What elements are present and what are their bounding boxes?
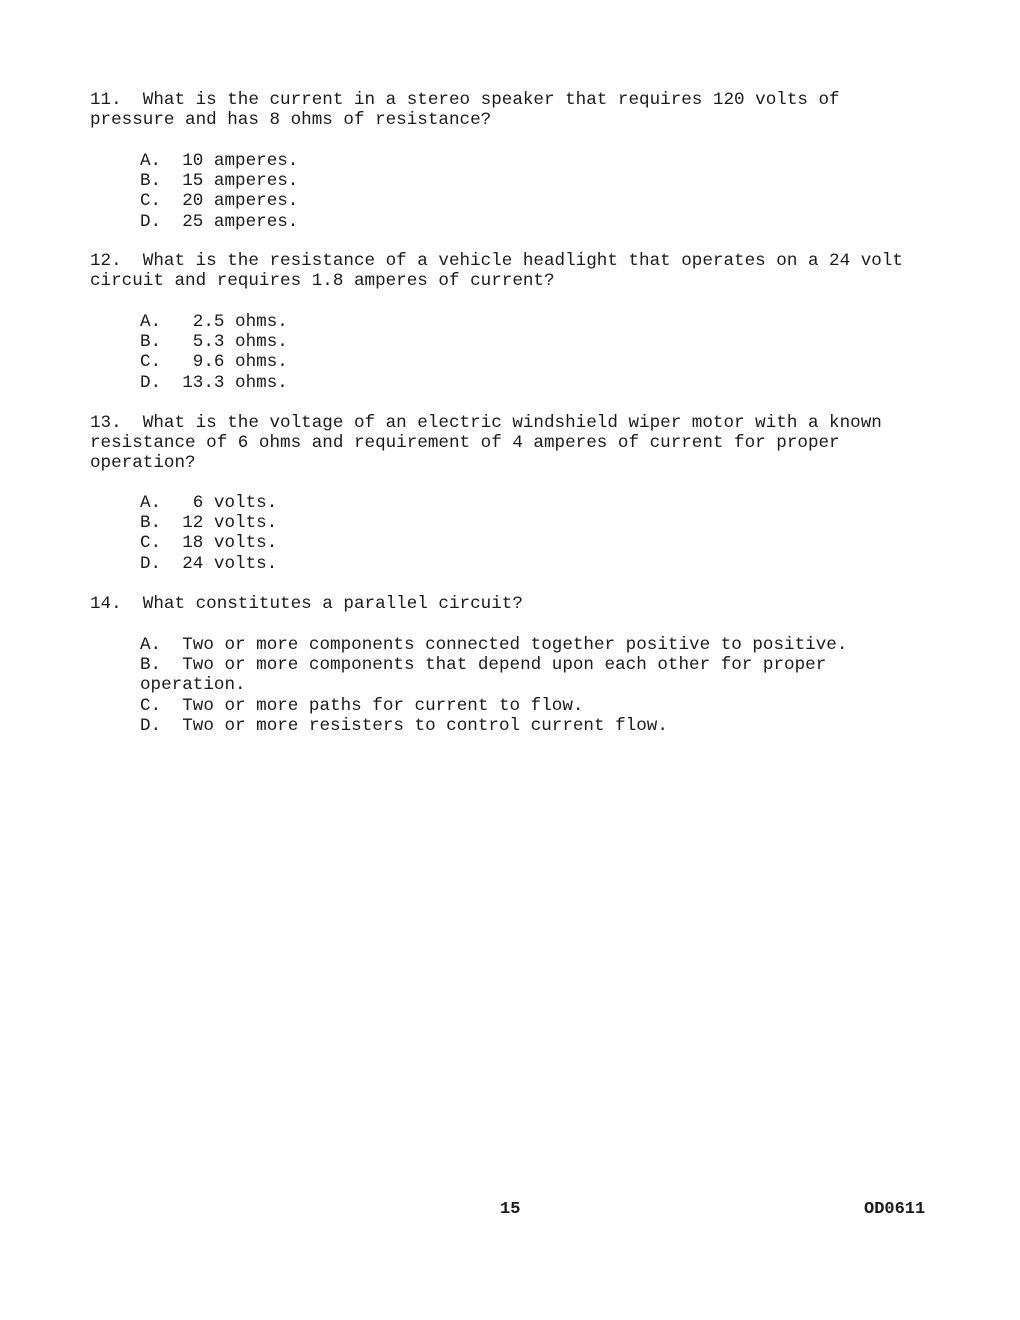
question-13-text: 13. What is the voltage of an electric windshield wiper motor with a known resistance of 6 ohms and requirement of 4 amperes of current for proper operation? bbox=[90, 413, 882, 474]
question-12-choice-d: D. 13.3 ohms. bbox=[140, 372, 288, 393]
question-14-text: 14. What constitutes a parallel circuit? bbox=[90, 594, 523, 614]
question-11-text: 11. What is the current in a stereo speaker that requires 120 volts of pressure and has 8 ohms of resistance? bbox=[90, 90, 840, 131]
question-11-choice-b: B. 15 amperes. bbox=[140, 171, 299, 192]
question-13-choices bbox=[140, 493, 960, 574]
question-11-choice-d: D. 25 amperes. bbox=[140, 211, 299, 232]
page-number: 15 bbox=[500, 1200, 521, 1219]
document-code: OD0611 bbox=[864, 1200, 926, 1219]
question-14-choices bbox=[140, 635, 960, 736]
question-14-choice-a: A. Two or more components connected together positive to positive. bbox=[140, 635, 848, 655]
question-14-choice-d: D. Two or more resisters to control current flow. bbox=[140, 715, 668, 736]
question-13-choice-c: C. 18 volts. bbox=[140, 533, 278, 554]
question-11-choice-a: A. 10 amperes. bbox=[140, 151, 299, 171]
question-12-choice-a: A. 2.5 ohms. bbox=[140, 312, 288, 332]
question-12-text: 12. What is the resistance of a vehicle headlight that operates on a 24 volt circuit and requires 1.8 amperes of current? bbox=[90, 251, 903, 292]
question-14-choice-b: B. Two or more components that depend upon each other for proper operation. bbox=[140, 655, 827, 696]
question-11-choice-c: C. 20 amperes. bbox=[140, 191, 299, 212]
question-13-choice-d: D. 24 volts. bbox=[140, 553, 278, 574]
question-13-choice-a: A. 6 volts. bbox=[140, 493, 278, 513]
question-14-choice-c: C. Two or more paths for current to flow. bbox=[140, 695, 584, 716]
question-11-choices bbox=[140, 151, 960, 232]
question-12-choice-b: B. 5.3 ohms. bbox=[140, 332, 288, 353]
question-12-choice-c: C. 9.6 ohms. bbox=[140, 352, 288, 373]
question-12-choices bbox=[140, 312, 960, 393]
question-13-choice-b: B. 12 volts. bbox=[140, 513, 278, 534]
